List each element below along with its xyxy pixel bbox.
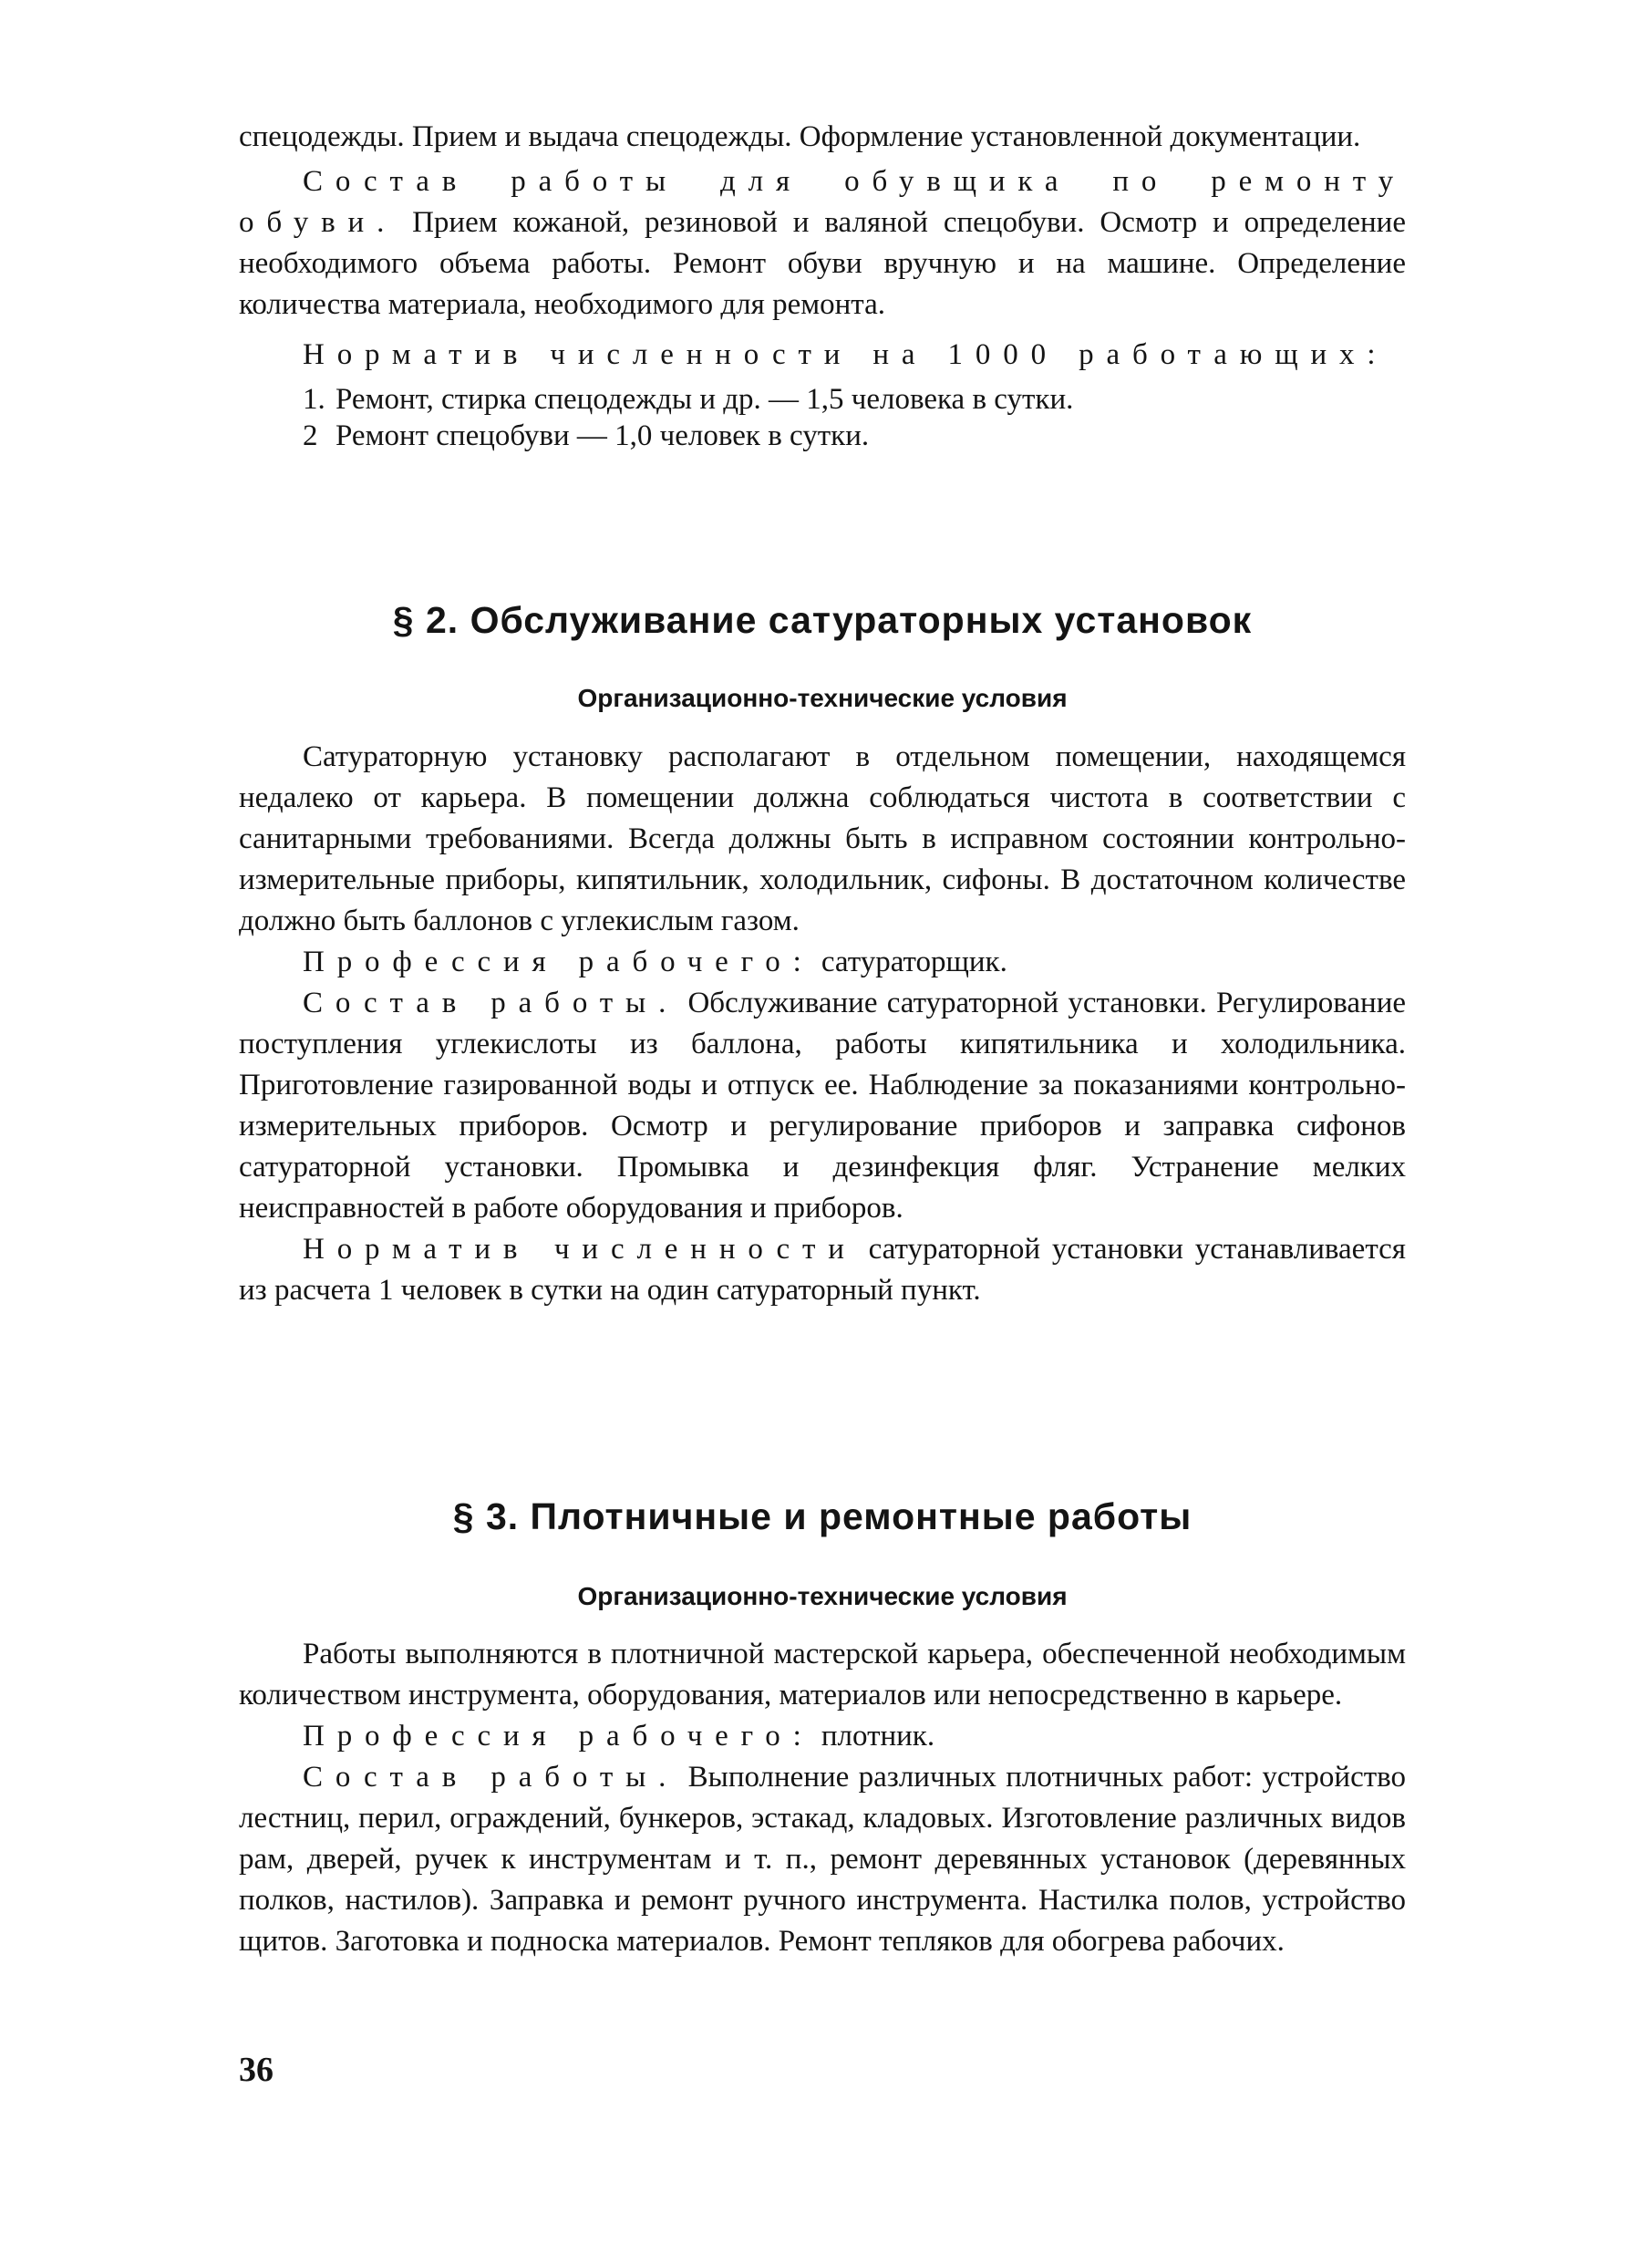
top-continuation-block — [239, 117, 1406, 454]
norm-heading: Норматив численности на 1000 работающих: — [303, 338, 1389, 371]
shoemaker-work-body: Прием кожаной, резиновой и валяной спецобуви. Осмотр и определение необходимого объема работы. Ремонт обуви вручную и на машине. Определение количества материала, необходимого для ремонта. — [239, 206, 1406, 321]
section-2-paragraph: Сатураторную установку располагают в отдельном помещении, находящемся недалеко от карьера. В помещении должна соблюдаться чистота в соответствии с санитарными требованиями. Всегда должны быть в исправном состоянии контрольно-измерительные приборы, кипятильник, холодильник, сифоны. В достаточном количестве должно быть баллонов с углекислым газом. — [239, 740, 1406, 937]
page-number: 36 — [239, 2051, 274, 2089]
section-3-body — [239, 1634, 1406, 1962]
section-2-subtitle: Организационно-технические условия — [577, 684, 1068, 712]
section-2-norm: Норматив численности сатураторной установки устанавливается из расчета 1 человек в сутки на один сатураторный пункт. — [239, 1233, 1406, 1307]
section-2-title: § 2. Обслуживание сатураторных установок — [392, 599, 1253, 641]
shoemaker-work-lead: Состав работы для обувщика по ремонту обуви. — [239, 165, 1406, 239]
section-3-profession: Профессия рабочего: плотник. — [303, 1720, 935, 1753]
section-2-body — [239, 737, 1406, 1311]
section-2-work: Состав работы. Обслуживание сатураторной установки. Регулирование поступления углекислоты из баллона, работы кипятильника и холодильника. Приготовление газированной воды и отпуск ее. Наблюдение за показаниями контрольно-измерительных приборов. Осмотр и регулирование приборов и заправка сифонов сатураторной установки. Промывка и дезинфекция фляг. Устранение мелких неисправностей в работе оборудования и приборов. — [239, 987, 1407, 1225]
section-3-subtitle: Организационно-технические условия — [577, 1582, 1068, 1610]
section-3-title: § 3. Плотничные и ремонтные работы — [452, 1495, 1193, 1537]
continuation-paragraph: спецодежды. Прием и выдача спецодежды. Оформление установленной документации. — [239, 120, 1361, 153]
shoemaker-work-paragraph — [239, 161, 1406, 326]
norms-list — [239, 381, 1406, 454]
section-3-work: Состав работы. Выполнение различных плотничных работ: устройство лестниц, перил, ограждений, бункеров, эстакад, кладовых. Изготовление различных видов рам, дверей, ручек к инструментам и т. п., ремонт деревянных установок (деревянных полков, настилов). Заправка и ремонт ручного инструмента. Настилка полов, устройство щитов. Заготовка и подноска материалов. Ремонт тепляков для обогрева рабочих. — [239, 1761, 1406, 1958]
norm-item: 2 Ремонт спецобуви — 1,0 человек в сутки. — [303, 419, 870, 452]
section-3-paragraph: Работы выполняются в плотничной мастерской карьера, обеспеченной необходимым количеством инструмента, оборудования, материалов или непосредственно в карьере. — [239, 1638, 1406, 1711]
norm-item: 1. Ремонт, стирка спецодежды и др. — 1,5 человека в сутки. — [303, 383, 1074, 416]
section-2-profession: Профессия рабочего: сатураторщик. — [303, 946, 1007, 978]
